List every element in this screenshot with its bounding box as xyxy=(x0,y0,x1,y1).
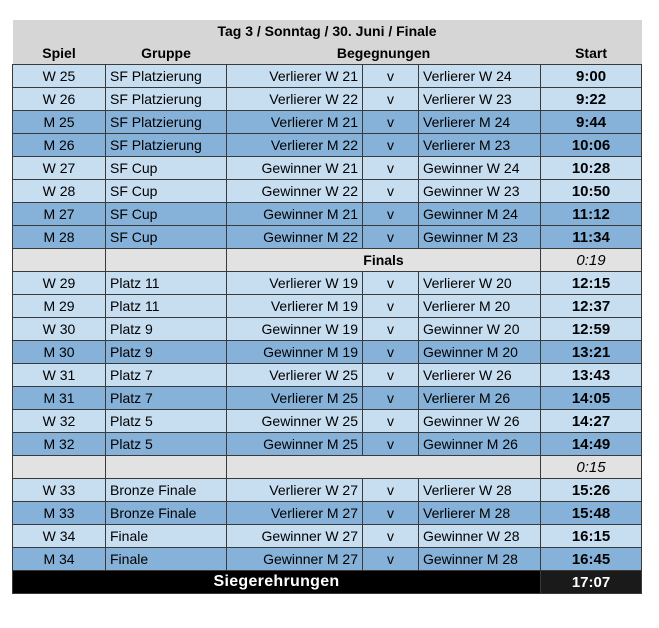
gruppe-cell: Platz 11 xyxy=(106,295,227,318)
sep-blank xyxy=(13,249,106,272)
spiel-cell: M 26 xyxy=(13,134,106,157)
spiel-cell: W 29 xyxy=(13,272,106,295)
gruppe-cell: SF Platzierung xyxy=(106,65,227,88)
start-time-cell: 14:49 xyxy=(541,433,642,456)
team1-cell: Gewinner M 25 xyxy=(227,433,363,456)
siegerehrungen-label: Siegerehrungen xyxy=(13,571,541,594)
team1-cell: Verlierer W 19 xyxy=(227,272,363,295)
versus-cell: v xyxy=(363,203,419,226)
gruppe-cell: SF Platzierung xyxy=(106,111,227,134)
match-row xyxy=(13,433,642,456)
match-row xyxy=(13,387,642,410)
team2-cell: Gewinner W 20 xyxy=(419,318,541,341)
spiel-cell: W 33 xyxy=(13,479,106,502)
team1-cell: Verlierer M 21 xyxy=(227,111,363,134)
team2-cell: Verlierer W 20 xyxy=(419,272,541,295)
start-time-cell: 9:22 xyxy=(541,88,642,111)
team1-cell: Gewinner W 25 xyxy=(227,410,363,433)
start-time-cell: 15:26 xyxy=(541,479,642,502)
versus-cell: v xyxy=(363,387,419,410)
team1-cell: Verlierer M 25 xyxy=(227,387,363,410)
gruppe-cell: SF Cup xyxy=(106,226,227,249)
match-row xyxy=(13,134,642,157)
start-time-cell: 15:48 xyxy=(541,502,642,525)
spiel-cell: W 34 xyxy=(13,525,106,548)
match-row xyxy=(13,502,642,525)
team1-cell: Verlierer W 22 xyxy=(227,88,363,111)
start-time-cell: 13:21 xyxy=(541,341,642,364)
team2-cell: Gewinner M 28 xyxy=(419,548,541,571)
team2-cell: Gewinner M 26 xyxy=(419,433,541,456)
team1-cell: Gewinner W 21 xyxy=(227,157,363,180)
versus-cell: v xyxy=(363,318,419,341)
spiel-cell: M 27 xyxy=(13,203,106,226)
team2-cell: Verlierer W 26 xyxy=(419,364,541,387)
team1-cell: Gewinner W 22 xyxy=(227,180,363,203)
spiel-cell: M 29 xyxy=(13,295,106,318)
versus-cell: v xyxy=(363,364,419,387)
versus-cell: v xyxy=(363,134,419,157)
spiel-cell: M 32 xyxy=(13,433,106,456)
gruppe-cell: Platz 5 xyxy=(106,410,227,433)
gruppe-cell: Platz 11 xyxy=(106,272,227,295)
header-gruppe: Gruppe xyxy=(106,42,227,65)
gruppe-cell: Platz 7 xyxy=(106,387,227,410)
gruppe-cell: SF Cup xyxy=(106,203,227,226)
spiel-cell: W 30 xyxy=(13,318,106,341)
team2-cell: Verlierer M 23 xyxy=(419,134,541,157)
start-time-cell: 12:37 xyxy=(541,295,642,318)
gruppe-cell: Platz 7 xyxy=(106,364,227,387)
team2-cell: Verlierer M 24 xyxy=(419,111,541,134)
gruppe-cell: SF Platzierung xyxy=(106,88,227,111)
gruppe-cell: Finale xyxy=(106,548,227,571)
versus-cell: v xyxy=(363,180,419,203)
versus-cell: v xyxy=(363,111,419,134)
spiel-cell: M 31 xyxy=(13,387,106,410)
match-row xyxy=(13,295,642,318)
separator-label: Finals xyxy=(227,249,541,272)
start-time-cell: 10:06 xyxy=(541,134,642,157)
separator-row xyxy=(13,249,642,272)
start-time-cell: 14:27 xyxy=(541,410,642,433)
spiel-cell: M 30 xyxy=(13,341,106,364)
match-row xyxy=(13,157,642,180)
spiel-cell: M 25 xyxy=(13,111,106,134)
team1-cell: Gewinner M 21 xyxy=(227,203,363,226)
team2-cell: Verlierer W 28 xyxy=(419,479,541,502)
spiel-cell: W 32 xyxy=(13,410,106,433)
title-row xyxy=(13,20,642,42)
separator-duration: 0:19 xyxy=(541,249,642,272)
start-time-cell: 12:15 xyxy=(541,272,642,295)
team2-cell: Verlierer W 24 xyxy=(419,65,541,88)
match-row xyxy=(13,318,642,341)
gruppe-cell: Platz 9 xyxy=(106,318,227,341)
match-row xyxy=(13,111,642,134)
gruppe-cell: SF Cup xyxy=(106,157,227,180)
schedule-title: Tag 3 / Sonntag / 30. Juni / Finale xyxy=(13,20,642,42)
sep-blank xyxy=(106,456,227,479)
team2-cell: Gewinner W 28 xyxy=(419,525,541,548)
versus-cell: v xyxy=(363,410,419,433)
versus-cell: v xyxy=(363,525,419,548)
sep-blank xyxy=(13,456,106,479)
team1-cell: Gewinner M 22 xyxy=(227,226,363,249)
footer-row xyxy=(13,571,642,594)
team1-cell: Verlierer W 25 xyxy=(227,364,363,387)
match-row xyxy=(13,180,642,203)
separator-label xyxy=(227,456,541,479)
versus-cell: v xyxy=(363,433,419,456)
siegerehrungen-start: 17:07 xyxy=(541,571,642,594)
schedule-table xyxy=(12,20,642,594)
start-time-cell: 10:28 xyxy=(541,157,642,180)
start-time-cell: 10:50 xyxy=(541,180,642,203)
gruppe-cell: Finale xyxy=(106,525,227,548)
start-time-cell: 16:15 xyxy=(541,525,642,548)
header-begegnungen: Begegnungen xyxy=(227,42,541,65)
spiel-cell: M 28 xyxy=(13,226,106,249)
spiel-cell: W 26 xyxy=(13,88,106,111)
team2-cell: Verlierer M 20 xyxy=(419,295,541,318)
start-time-cell: 16:45 xyxy=(541,548,642,571)
team2-cell: Verlierer M 26 xyxy=(419,387,541,410)
team1-cell: Gewinner W 19 xyxy=(227,318,363,341)
team1-cell: Verlierer W 27 xyxy=(227,479,363,502)
header-start: Start xyxy=(541,42,642,65)
start-time-cell: 9:44 xyxy=(541,111,642,134)
team2-cell: Gewinner M 23 xyxy=(419,226,541,249)
match-row xyxy=(13,226,642,249)
spiel-cell: M 33 xyxy=(13,502,106,525)
sep-blank xyxy=(106,249,227,272)
header-spiel: Spiel xyxy=(13,42,106,65)
match-row xyxy=(13,525,642,548)
team1-cell: Verlierer M 27 xyxy=(227,502,363,525)
team1-cell: Gewinner M 19 xyxy=(227,341,363,364)
gruppe-cell: SF Platzierung xyxy=(106,134,227,157)
spiel-cell: W 28 xyxy=(13,180,106,203)
versus-cell: v xyxy=(363,157,419,180)
versus-cell: v xyxy=(363,88,419,111)
separator-row xyxy=(13,456,642,479)
spiel-cell: W 31 xyxy=(13,364,106,387)
team1-cell: Gewinner M 27 xyxy=(227,548,363,571)
match-row xyxy=(13,341,642,364)
versus-cell: v xyxy=(363,295,419,318)
start-time-cell: 9:00 xyxy=(541,65,642,88)
start-time-cell: 12:59 xyxy=(541,318,642,341)
versus-cell: v xyxy=(363,226,419,249)
separator-duration: 0:15 xyxy=(541,456,642,479)
start-time-cell: 13:43 xyxy=(541,364,642,387)
gruppe-cell: Bronze Finale xyxy=(106,502,227,525)
spiel-cell: W 27 xyxy=(13,157,106,180)
match-row xyxy=(13,65,642,88)
team1-cell: Verlierer M 22 xyxy=(227,134,363,157)
team1-cell: Verlierer M 19 xyxy=(227,295,363,318)
team2-cell: Gewinner W 24 xyxy=(419,157,541,180)
match-row xyxy=(13,410,642,433)
start-time-cell: 11:34 xyxy=(541,226,642,249)
team2-cell: Gewinner M 24 xyxy=(419,203,541,226)
match-row xyxy=(13,203,642,226)
match-row xyxy=(13,88,642,111)
column-header-row xyxy=(13,42,642,65)
start-time-cell: 14:05 xyxy=(541,387,642,410)
gruppe-cell: Bronze Finale xyxy=(106,479,227,502)
team2-cell: Gewinner M 20 xyxy=(419,341,541,364)
gruppe-cell: Platz 5 xyxy=(106,433,227,456)
team1-cell: Gewinner W 27 xyxy=(227,525,363,548)
versus-cell: v xyxy=(363,502,419,525)
team2-cell: Verlierer W 23 xyxy=(419,88,541,111)
spiel-cell: M 34 xyxy=(13,548,106,571)
versus-cell: v xyxy=(363,341,419,364)
match-row xyxy=(13,272,642,295)
versus-cell: v xyxy=(363,479,419,502)
start-time-cell: 11:12 xyxy=(541,203,642,226)
team1-cell: Verlierer W 21 xyxy=(227,65,363,88)
gruppe-cell: Platz 9 xyxy=(106,341,227,364)
match-row xyxy=(13,548,642,571)
gruppe-cell: SF Cup xyxy=(106,180,227,203)
spiel-cell: W 25 xyxy=(13,65,106,88)
team2-cell: Gewinner W 23 xyxy=(419,180,541,203)
versus-cell: v xyxy=(363,65,419,88)
team2-cell: Verlierer M 28 xyxy=(419,502,541,525)
match-row xyxy=(13,479,642,502)
match-row xyxy=(13,364,642,387)
versus-cell: v xyxy=(363,272,419,295)
versus-cell: v xyxy=(363,548,419,571)
team2-cell: Gewinner W 26 xyxy=(419,410,541,433)
